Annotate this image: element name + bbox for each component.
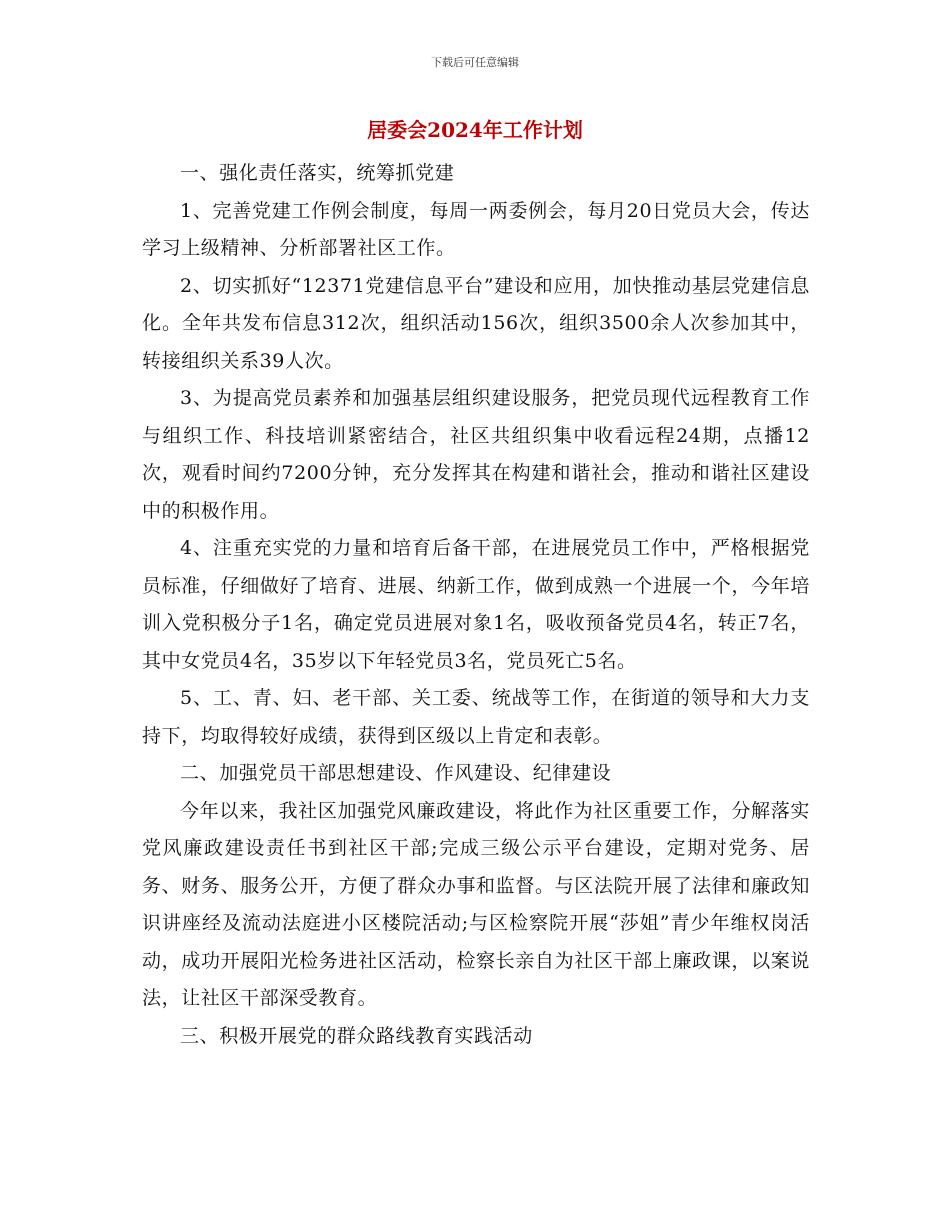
document-body [142,155,810,1055]
paragraph-item-2: 2、切实抓好“12371党建信息平台”建设和应用，加快推动基层党建信息化。全年共发布信息312次，组织活动156次，组织3500余人次参加其中，转接组织关系39人次。 [142,274,810,372]
section-heading-3: 三、积极开展党的群众路线教育实践活动 [180,1024,533,1047]
section-heading-2: 二、加强党员干部思想建设、作风建设、纪律建设 [180,762,612,784]
header-note: 下载后可任意编辑 [431,56,519,69]
paragraph-item-5: 5、工、青、妇、老干部、关工委、统战等工作，在街道的领导和大力支持下，均取得较好成绩，获得到区级以上肯定和表彰。 [142,687,810,747]
paragraph-item-4: 4、注重充实党的力量和培育后备干部，在进展党员工作中，严格根据党员标准，仔细做好了培育、进展、纳新工作，做到成熟一个进展一个，今年培训入党积极分子1名，确定党员进展对象1名，吸收预备党员4名，转正7名，其中女党员4名，35岁以下年轻党员3名，党员死亡5名。 [142,537,810,672]
paragraph-item-3: 3、为提高党员素养和加强基层组织建设服务，把党员现代远程教育工作与组织工作、科技培训紧密结合，社区共组织集中收看远程24期，点播12次，观看时间约7200分钟，充分发挥其在构建和谐社会，推动和谐社区建设中的积极作用。 [142,387,810,522]
paragraph-item-1: 1、完善党建工作例会制度，每周一两委例会，每月20日党员大会，传达学习上级精神、分析部署社区工作。 [142,199,810,259]
paragraph-section-2: 今年以来，我社区加强党风廉政建设，将此作为社区重要工作，分解落实党风廉政建设责任书到社区干部;完成三级公示平台建设，定期对党务、居务、财务、服务公开，方便了群众办事和监督。与区法院开展了法律和廉政知识讲座经及流动法庭进小区楼院活动;与区检察院开展“莎姐”青少年维权岗活动，成功开展阳光检务进社区活动，检察长亲自为社区干部上廉政课，以案说法，让社区干部深受教育。 [142,799,810,1009]
document-title: 居委会2024年工作计划 [367,118,583,142]
section-heading-1: 一、强化责任落实，统筹抓党建 [180,162,455,184]
